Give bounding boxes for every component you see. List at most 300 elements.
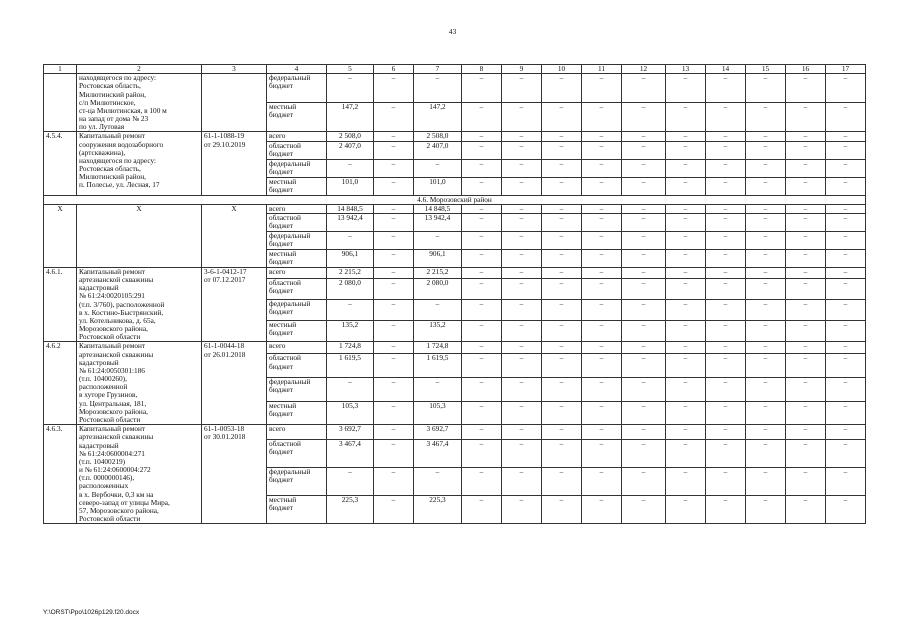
dash-col-15: – bbox=[746, 299, 786, 320]
dash-col-15: – bbox=[746, 249, 786, 267]
dash-col-11: – bbox=[582, 342, 622, 354]
dash-col-9: – bbox=[502, 249, 542, 267]
dash-col-9: – bbox=[502, 321, 542, 342]
funding-source: областной бюджет bbox=[267, 354, 327, 378]
funding-source: всего bbox=[267, 342, 327, 354]
dash-col-12: – bbox=[622, 103, 666, 132]
dash-col-15: – bbox=[746, 425, 786, 439]
funding-source: всего bbox=[267, 132, 327, 141]
dash-col-13: – bbox=[666, 401, 706, 425]
dash-col-17: – bbox=[826, 159, 866, 177]
dash-col-10: – bbox=[542, 159, 582, 177]
dash-col-13: – bbox=[666, 439, 706, 467]
dash-col-16: – bbox=[786, 401, 826, 425]
dash-col-11: – bbox=[582, 103, 622, 132]
dash-col-9: – bbox=[502, 231, 542, 249]
amount-col-7: 13 942,4 bbox=[414, 213, 462, 231]
dash-col-8: – bbox=[462, 267, 502, 278]
dash-col-10: – bbox=[542, 299, 582, 320]
dash-col-15: – bbox=[746, 439, 786, 467]
dash-col-6: – bbox=[374, 204, 414, 213]
dash-col-16: – bbox=[786, 141, 826, 159]
dash-col-14: – bbox=[706, 231, 746, 249]
item-number: 4.5.4. bbox=[44, 132, 77, 195]
funding-source: местный бюджет bbox=[267, 321, 327, 342]
dash-col-6: – bbox=[374, 213, 414, 231]
funding-source: местный бюджет bbox=[267, 177, 327, 195]
dash-col-11: – bbox=[582, 299, 622, 320]
amount-col-7: 3 467,4 bbox=[414, 439, 462, 467]
funding-source: всего bbox=[267, 267, 327, 278]
dash-col-8: – bbox=[462, 74, 502, 103]
funding-source: местный бюджет bbox=[267, 103, 327, 132]
amount-col-5: 13 942,4 bbox=[327, 213, 374, 231]
dash-col-12: – bbox=[622, 204, 666, 213]
column-header-8: 8 bbox=[462, 65, 502, 74]
column-header-5: 5 bbox=[327, 65, 374, 74]
amount-col-7: – bbox=[414, 378, 462, 402]
dash-col-17: – bbox=[826, 439, 866, 467]
dash-col-15: – bbox=[746, 342, 786, 354]
dash-col-17: – bbox=[826, 278, 866, 299]
funding-source: областной бюджет bbox=[267, 213, 327, 231]
dash-col-8: – bbox=[462, 425, 502, 439]
amount-col-5: 14 848,5 bbox=[327, 204, 374, 213]
dash-col-17: – bbox=[826, 267, 866, 278]
dash-col-14: – bbox=[706, 495, 746, 523]
dash-col-12: – bbox=[622, 278, 666, 299]
dash-col-14: – bbox=[706, 249, 746, 267]
dash-col-17: – bbox=[826, 401, 866, 425]
dash-col-11: – bbox=[582, 231, 622, 249]
dash-col-9: – bbox=[502, 267, 542, 278]
dash-col-17: – bbox=[826, 249, 866, 267]
amount-col-5: 135,2 bbox=[327, 321, 374, 342]
dash-col-14: – bbox=[706, 103, 746, 132]
dash-col-11: – bbox=[582, 425, 622, 439]
dash-col-16: – bbox=[786, 439, 826, 467]
dash-col-17: – bbox=[826, 213, 866, 231]
dash-col-14: – bbox=[706, 141, 746, 159]
dash-col-8: – bbox=[462, 132, 502, 141]
dash-col-14: – bbox=[706, 267, 746, 278]
funding-source: всего bbox=[267, 425, 327, 439]
dash-col-12: – bbox=[622, 267, 666, 278]
column-header-4: 4 bbox=[267, 65, 327, 74]
dash-col-8: – bbox=[462, 467, 502, 495]
dash-col-11: – bbox=[582, 321, 622, 342]
amount-col-7: – bbox=[414, 467, 462, 495]
dash-col-9: – bbox=[502, 159, 542, 177]
table-header-row bbox=[44, 65, 866, 74]
amount-col-7: 105,3 bbox=[414, 401, 462, 425]
dash-col-14: – bbox=[706, 342, 746, 354]
dash-col-17: – bbox=[826, 132, 866, 141]
dash-col-17: – bbox=[826, 231, 866, 249]
amount-col-5: 2 215,2 bbox=[327, 267, 374, 278]
dash-col-17: – bbox=[826, 74, 866, 103]
dash-col-8: – bbox=[462, 354, 502, 378]
dash-col-8: – bbox=[462, 495, 502, 523]
section-row bbox=[44, 195, 866, 204]
dash-col-15: – bbox=[746, 378, 786, 402]
dash-col-15: – bbox=[746, 74, 786, 103]
funding-source: всего bbox=[267, 204, 327, 213]
dash-col-11: – bbox=[582, 159, 622, 177]
amount-col-5: – bbox=[327, 231, 374, 249]
dash-col-10: – bbox=[542, 401, 582, 425]
dash-col-6: – bbox=[374, 132, 414, 141]
funding-source: федеральный бюджет bbox=[267, 74, 327, 103]
permit-number: Х bbox=[202, 204, 267, 267]
dash-col-12: – bbox=[622, 249, 666, 267]
dash-col-15: – bbox=[746, 213, 786, 231]
dash-col-13: – bbox=[666, 354, 706, 378]
permit-number bbox=[202, 74, 267, 132]
amount-col-5: – bbox=[327, 378, 374, 402]
dash-col-12: – bbox=[622, 495, 666, 523]
dash-col-6: – bbox=[374, 467, 414, 495]
dash-col-11: – bbox=[582, 74, 622, 103]
dash-col-9: – bbox=[502, 103, 542, 132]
column-header-17: 17 bbox=[826, 65, 866, 74]
dash-col-16: – bbox=[786, 495, 826, 523]
dash-col-14: – bbox=[706, 378, 746, 402]
dash-col-8: – bbox=[462, 378, 502, 402]
funding-source: федеральный бюджет bbox=[267, 231, 327, 249]
column-header-2: 2 bbox=[77, 65, 202, 74]
dash-col-10: – bbox=[542, 425, 582, 439]
dash-col-12: – bbox=[622, 213, 666, 231]
dash-col-11: – bbox=[582, 213, 622, 231]
dash-col-15: – bbox=[746, 267, 786, 278]
dash-col-12: – bbox=[622, 159, 666, 177]
dash-col-15: – bbox=[746, 204, 786, 213]
dash-col-9: – bbox=[502, 354, 542, 378]
dash-col-6: – bbox=[374, 159, 414, 177]
dash-col-10: – bbox=[542, 321, 582, 342]
dash-col-6: – bbox=[374, 495, 414, 523]
dash-col-9: – bbox=[502, 439, 542, 467]
dash-col-8: – bbox=[462, 342, 502, 354]
dash-col-12: – bbox=[622, 231, 666, 249]
column-header-14: 14 bbox=[706, 65, 746, 74]
dash-col-8: – bbox=[462, 159, 502, 177]
dash-col-16: – bbox=[786, 321, 826, 342]
object-description: Капитальный ремонт артезианской скважины кадастровый № 61:24:0020105:291 (т.п. 3/760), расположенной в х. Костино-Быстрянский, ул. Котельникова, д. 65а, Морозовского района, Ростовской области bbox=[77, 267, 202, 342]
dash-col-16: – bbox=[786, 132, 826, 141]
dash-col-10: – bbox=[542, 204, 582, 213]
object-description: находящегося по адресу: Ростовская область, Милютинский район, с/п Милютинское, ст-ца Милютинская, в 100 м на запад от дома № 23 по ул. Лутовая bbox=[77, 74, 202, 132]
dash-col-6: – bbox=[374, 299, 414, 320]
amount-col-7: 14 848,5 bbox=[414, 204, 462, 213]
amount-col-5: 3 692,7 bbox=[327, 425, 374, 439]
item-number: 4.6.1. bbox=[44, 267, 77, 342]
dash-col-9: – bbox=[502, 425, 542, 439]
dash-col-13: – bbox=[666, 467, 706, 495]
amount-col-7: 2 215,2 bbox=[414, 267, 462, 278]
dash-col-10: – bbox=[542, 467, 582, 495]
dash-col-10: – bbox=[542, 378, 582, 402]
amount-col-7: 2 407,0 bbox=[414, 141, 462, 159]
funding-source: областной бюджет bbox=[267, 141, 327, 159]
dash-col-10: – bbox=[542, 439, 582, 467]
dash-col-11: – bbox=[582, 267, 622, 278]
dash-col-17: – bbox=[826, 354, 866, 378]
column-header-10: 10 bbox=[542, 65, 582, 74]
dash-col-16: – bbox=[786, 204, 826, 213]
column-header-11: 11 bbox=[582, 65, 622, 74]
table-body bbox=[44, 74, 866, 524]
amount-col-5: 906,1 bbox=[327, 249, 374, 267]
amount-col-5: – bbox=[327, 159, 374, 177]
dash-col-17: – bbox=[826, 467, 866, 495]
dash-col-15: – bbox=[746, 278, 786, 299]
dash-col-9: – bbox=[502, 378, 542, 402]
amount-col-5: 1 619,5 bbox=[327, 354, 374, 378]
dash-col-9: – bbox=[502, 177, 542, 195]
dash-col-9: – bbox=[502, 342, 542, 354]
dash-col-9: – bbox=[502, 74, 542, 103]
object-description: Капитальный ремонт артезианской скважины кадастровый № 61:24:0600004:271 (т.п. 10400219) и № 61:24:0600004:272 (т.п. 0000000146), расположенных в х. Вербочки, 0,3 км на северо-запад от улицы Мира, 57, Морозовского района, Ростовской области bbox=[77, 425, 202, 524]
dash-col-10: – bbox=[542, 342, 582, 354]
dash-col-16: – bbox=[786, 467, 826, 495]
dash-col-11: – bbox=[582, 132, 622, 141]
dash-col-13: – bbox=[666, 132, 706, 141]
dash-col-6: – bbox=[374, 278, 414, 299]
dash-col-9: – bbox=[502, 278, 542, 299]
dash-col-16: – bbox=[786, 267, 826, 278]
column-header-12: 12 bbox=[622, 65, 666, 74]
dash-col-16: – bbox=[786, 103, 826, 132]
dash-col-15: – bbox=[746, 354, 786, 378]
column-header-3: 3 bbox=[202, 65, 267, 74]
amount-col-7: 906,1 bbox=[414, 249, 462, 267]
table-row bbox=[44, 425, 866, 439]
dash-col-8: – bbox=[462, 278, 502, 299]
funding-source: федеральный бюджет bbox=[267, 467, 327, 495]
amount-col-7: – bbox=[414, 159, 462, 177]
funding-source: местный бюджет bbox=[267, 495, 327, 523]
dash-col-6: – bbox=[374, 231, 414, 249]
permit-number: 61-1-0053-18 от 30.01.2018 bbox=[202, 425, 267, 524]
dash-col-13: – bbox=[666, 159, 706, 177]
funding-source: федеральный бюджет bbox=[267, 159, 327, 177]
amount-col-5: 101,0 bbox=[327, 177, 374, 195]
dash-col-8: – bbox=[462, 141, 502, 159]
dash-col-9: – bbox=[502, 141, 542, 159]
dash-col-15: – bbox=[746, 103, 786, 132]
dash-col-15: – bbox=[746, 159, 786, 177]
column-header-7: 7 bbox=[414, 65, 462, 74]
dash-col-13: – bbox=[666, 342, 706, 354]
funding-source: местный бюджет bbox=[267, 401, 327, 425]
dash-col-14: – bbox=[706, 159, 746, 177]
funding-source: местный бюджет bbox=[267, 249, 327, 267]
dash-col-17: – bbox=[826, 425, 866, 439]
dash-col-14: – bbox=[706, 401, 746, 425]
item-number: Х bbox=[44, 204, 77, 267]
dash-col-9: – bbox=[502, 299, 542, 320]
table-row bbox=[44, 267, 866, 278]
dash-col-15: – bbox=[746, 177, 786, 195]
amount-col-7: 2 508,0 bbox=[414, 132, 462, 141]
dash-col-10: – bbox=[542, 74, 582, 103]
column-header-1: 1 bbox=[44, 65, 77, 74]
dash-col-10: – bbox=[542, 249, 582, 267]
dash-col-6: – bbox=[374, 321, 414, 342]
dash-col-14: – bbox=[706, 204, 746, 213]
dash-col-12: – bbox=[622, 354, 666, 378]
dash-col-11: – bbox=[582, 439, 622, 467]
dash-col-12: – bbox=[622, 401, 666, 425]
dash-col-6: – bbox=[374, 439, 414, 467]
amount-col-5: 3 467,4 bbox=[327, 439, 374, 467]
table-row bbox=[44, 132, 866, 141]
dash-col-6: – bbox=[374, 425, 414, 439]
dash-col-13: – bbox=[666, 213, 706, 231]
dash-col-14: – bbox=[706, 74, 746, 103]
dash-col-13: – bbox=[666, 231, 706, 249]
dash-col-10: – bbox=[542, 267, 582, 278]
dash-col-16: – bbox=[786, 74, 826, 103]
funding-source: федеральный бюджет bbox=[267, 299, 327, 320]
dash-col-12: – bbox=[622, 467, 666, 495]
dash-col-10: – bbox=[542, 495, 582, 523]
page-number: 43 bbox=[448, 27, 457, 36]
dash-col-9: – bbox=[502, 204, 542, 213]
dash-col-15: – bbox=[746, 132, 786, 141]
dash-col-13: – bbox=[666, 204, 706, 213]
dash-col-10: – bbox=[542, 103, 582, 132]
dash-col-6: – bbox=[374, 267, 414, 278]
dash-col-15: – bbox=[746, 467, 786, 495]
dash-col-10: – bbox=[542, 231, 582, 249]
section-title: 4.6. Морозовский район bbox=[44, 195, 866, 204]
dash-col-14: – bbox=[706, 425, 746, 439]
dash-col-8: – bbox=[462, 231, 502, 249]
column-header-6: 6 bbox=[374, 65, 414, 74]
dash-col-10: – bbox=[542, 213, 582, 231]
dash-col-6: – bbox=[374, 249, 414, 267]
column-header-15: 15 bbox=[746, 65, 786, 74]
dash-col-13: – bbox=[666, 378, 706, 402]
dash-col-17: – bbox=[826, 299, 866, 320]
dash-col-6: – bbox=[374, 354, 414, 378]
dash-col-11: – bbox=[582, 495, 622, 523]
amount-col-5: 2 508,0 bbox=[327, 132, 374, 141]
dash-col-13: – bbox=[666, 103, 706, 132]
dash-col-15: – bbox=[746, 141, 786, 159]
amount-col-5: – bbox=[327, 299, 374, 320]
amount-col-7: 1 619,5 bbox=[414, 354, 462, 378]
dash-col-17: – bbox=[826, 342, 866, 354]
column-header-13: 13 bbox=[666, 65, 706, 74]
dash-col-16: – bbox=[786, 231, 826, 249]
amount-col-7: – bbox=[414, 299, 462, 320]
funding-source: федеральный бюджет bbox=[267, 378, 327, 402]
dash-col-6: – bbox=[374, 141, 414, 159]
dash-col-10: – bbox=[542, 132, 582, 141]
item-number: 4.6.3. bbox=[44, 425, 77, 524]
dash-col-12: – bbox=[622, 299, 666, 320]
amount-col-7: 1 724,8 bbox=[414, 342, 462, 354]
dash-col-13: – bbox=[666, 249, 706, 267]
object-description: Капитальный ремонт сооружения водозаборного (артскважина), находящегося по адресу: Ростовская область, Милютинский район, п. Полесье, ул. Лесная, 17 bbox=[77, 132, 202, 195]
dash-col-11: – bbox=[582, 278, 622, 299]
dash-col-14: – bbox=[706, 213, 746, 231]
dash-col-17: – bbox=[826, 103, 866, 132]
object-description: Капитальный ремонт артезианской скважины кадастровый № 61:24:0050301:186 (т.п. 10400260), расположенной в хуторе Грузинов, ул. Центральная, 181, Морозовского района, Ростовской области bbox=[77, 342, 202, 425]
amount-col-5: 147,2 bbox=[327, 103, 374, 132]
permit-number: 61-1-1088-19 от 29.10.2019 bbox=[202, 132, 267, 195]
amount-col-7: 3 692,7 bbox=[414, 425, 462, 439]
dash-col-6: – bbox=[374, 401, 414, 425]
amount-col-5: 225,3 bbox=[327, 495, 374, 523]
dash-col-13: – bbox=[666, 278, 706, 299]
amount-col-7: – bbox=[414, 231, 462, 249]
funding-source: областной бюджет bbox=[267, 439, 327, 467]
item-number: 4.6.2 bbox=[44, 342, 77, 425]
dash-col-12: – bbox=[622, 141, 666, 159]
dash-col-17: – bbox=[826, 141, 866, 159]
dash-col-13: – bbox=[666, 141, 706, 159]
dash-col-6: – bbox=[374, 103, 414, 132]
dash-col-9: – bbox=[502, 495, 542, 523]
footer-file-path: Y:\ORST\Ppo\1026p129.f20.docx bbox=[43, 609, 140, 616]
dash-col-8: – bbox=[462, 401, 502, 425]
amount-col-7: – bbox=[414, 74, 462, 103]
dash-col-12: – bbox=[622, 74, 666, 103]
dash-col-16: – bbox=[786, 213, 826, 231]
dash-col-8: – bbox=[462, 103, 502, 132]
dash-col-17: – bbox=[826, 495, 866, 523]
dash-col-14: – bbox=[706, 299, 746, 320]
dash-col-16: – bbox=[786, 177, 826, 195]
dash-col-8: – bbox=[462, 321, 502, 342]
dash-col-13: – bbox=[666, 495, 706, 523]
dash-col-15: – bbox=[746, 495, 786, 523]
dash-col-12: – bbox=[622, 321, 666, 342]
amount-col-5: – bbox=[327, 467, 374, 495]
dash-col-11: – bbox=[582, 354, 622, 378]
amount-col-5: 105,3 bbox=[327, 401, 374, 425]
dash-col-14: – bbox=[706, 354, 746, 378]
dash-col-8: – bbox=[462, 299, 502, 320]
dash-col-12: – bbox=[622, 378, 666, 402]
amount-col-7: 2 080,0 bbox=[414, 278, 462, 299]
dash-col-16: – bbox=[786, 278, 826, 299]
dash-col-14: – bbox=[706, 467, 746, 495]
dash-col-11: – bbox=[582, 378, 622, 402]
dash-col-13: – bbox=[666, 321, 706, 342]
dash-col-10: – bbox=[542, 278, 582, 299]
dash-col-10: – bbox=[542, 177, 582, 195]
dash-col-13: – bbox=[666, 425, 706, 439]
dash-col-16: – bbox=[786, 249, 826, 267]
dash-col-13: – bbox=[666, 177, 706, 195]
dash-col-15: – bbox=[746, 321, 786, 342]
dash-col-8: – bbox=[462, 213, 502, 231]
dash-col-12: – bbox=[622, 425, 666, 439]
table-row bbox=[44, 342, 866, 354]
dash-col-11: – bbox=[582, 249, 622, 267]
funding-source: областной бюджет bbox=[267, 278, 327, 299]
dash-col-16: – bbox=[786, 159, 826, 177]
dash-col-6: – bbox=[374, 342, 414, 354]
dash-col-17: – bbox=[826, 378, 866, 402]
object-description: Х bbox=[77, 204, 202, 267]
